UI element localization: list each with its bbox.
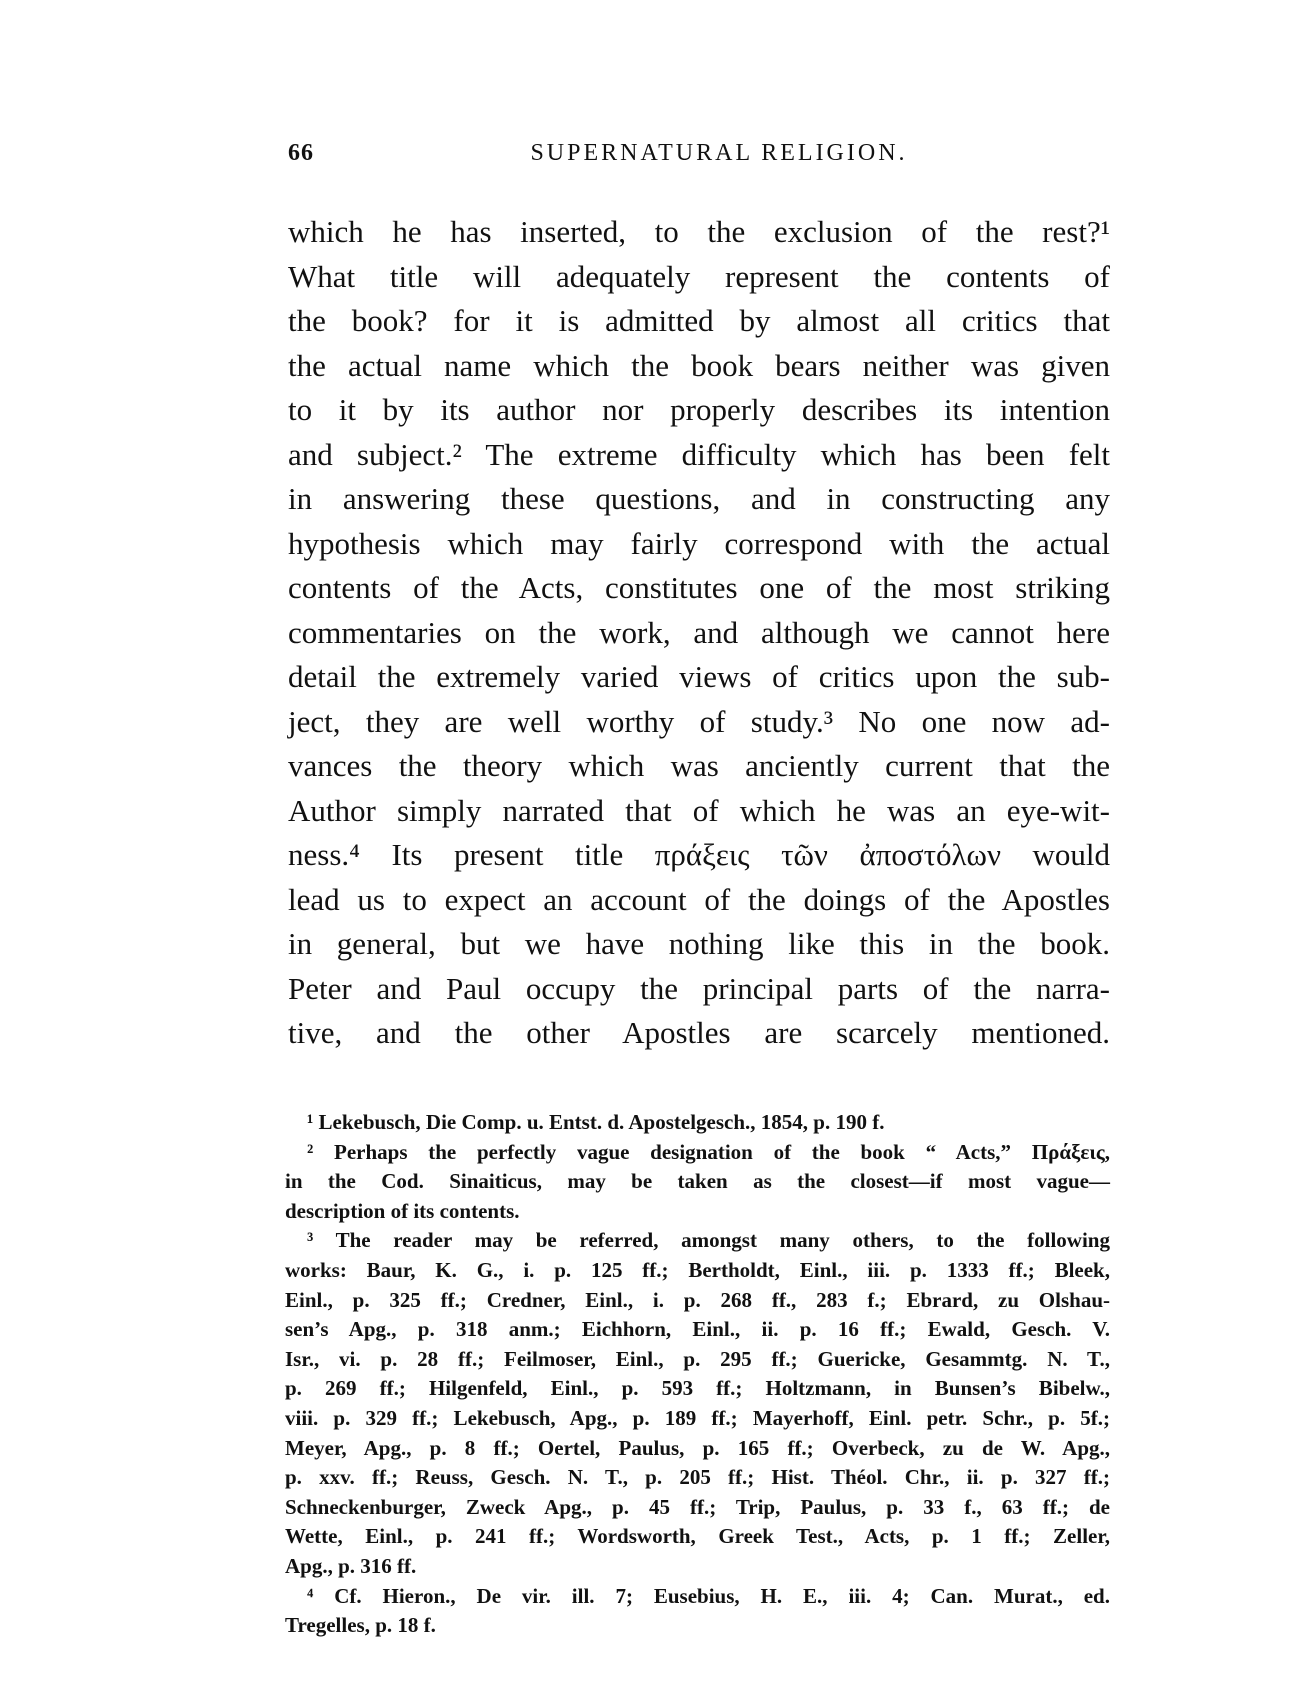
body-line: tive, and the other Apostles are scarcely mentioned. xyxy=(288,1015,1110,1050)
body-line: commentaries on the work, and although we cannot here xyxy=(288,614,1110,650)
footnote-4-line: Tregelles, p. 18 f. xyxy=(285,1613,436,1638)
footnotes xyxy=(285,1108,1110,1641)
page-number: 66 xyxy=(288,140,314,166)
running-title: SUPERNATURAL RELIGION. xyxy=(530,140,908,166)
footnote-3-line: works: Baur, K. G., i. p. 125 ff.; Bertholdt, Einl., iii. p. 1333 ff.; Bleek, xyxy=(285,1257,1110,1282)
body-line: lead us to expect an account of the doings of the Apostles xyxy=(288,881,1110,917)
footnote-3-line: Schneckenburger, Zweck Apg., p. 45 ff.; Trip, Paulus, p. 33 f., 63 ff.; de xyxy=(285,1494,1110,1519)
footnote-3-line: p. 269 ff.; Hilgenfeld, Einl., p. 593 ff.; Holtzmann, in Bunsen’s Bibelw., xyxy=(285,1376,1110,1401)
footnote-2-line: description of its contents. xyxy=(285,1198,520,1223)
footnote-1: ¹ Lekebusch, Die Comp. u. Entst. d. Apostelgesch., 1854, p. 190 f. xyxy=(307,1110,885,1134)
body-line: What title will adequately represent the contents of xyxy=(288,258,1110,294)
footnote-3-line: Wette, Einl., p. 241 ff.; Wordsworth, Greek Test., Acts, p. 1 ff.; Zeller, xyxy=(285,1524,1110,1549)
body-line: which he has inserted, to the exclusion of the rest?¹ xyxy=(288,214,1110,249)
body-line: contents of the Acts, constitutes one of the most striking xyxy=(288,570,1110,605)
footnote-3-line: p. xxv. ff.; Reuss, Gesch. N. T., p. 205 ff.; Hist. Théol. Chr., ii. p. 327 ff.; xyxy=(285,1465,1110,1490)
body-line: Peter and Paul occupy the principal parts of the narra- xyxy=(288,970,1110,1006)
body-line: and subject.² The extreme difficulty which has been felt xyxy=(288,436,1110,472)
body-line: hypothesis which may fairly correspond with the actual xyxy=(288,525,1110,561)
page-header xyxy=(288,140,1110,180)
footnote-3-line: Einl., p. 325 ff.; Credner, Einl., i. p. 268 ff., 283 f.; Ebrard, zu Olshau- xyxy=(285,1287,1110,1312)
body-line: to it by its author nor properly describes its intention xyxy=(288,392,1110,427)
footnote-3-line: ³ The reader may be referred, amongst many others, to the following xyxy=(307,1228,1110,1253)
footnote-3-line: viii. p. 329 ff.; Lekebusch, Apg., p. 189 ff.; Mayerhoff, Einl. petr. Schr., p. 5f.; xyxy=(285,1405,1110,1430)
body-line: ness.⁴ Its present title πράξεις τῶν ἀποστόλων would xyxy=(288,837,1110,872)
footnote-3-line: sen’s Apg., p. 318 anm.; Eichhorn, Einl., ii. p. 16 ff.; Ewald, Gesch. V. xyxy=(285,1317,1110,1342)
body-line: the actual name which the book bears neither was given xyxy=(288,347,1110,383)
body-line: ject, they are well worthy of study.³ No one now ad- xyxy=(288,703,1110,739)
body-line: in answering these questions, and in constructing any xyxy=(288,481,1110,516)
body-line: Author simply narrated that of which he was an eye-wit- xyxy=(288,792,1110,828)
body-line: in general, but we have nothing like this in the book. xyxy=(288,926,1110,961)
footnote-2-line: ² Perhaps the perfectly vague designation of the book “ Acts,” Πράξεις, xyxy=(307,1139,1110,1164)
body-line: the book? for it is admitted by almost all critics that xyxy=(288,303,1110,338)
footnote-3-line: Meyer, Apg., p. 8 ff.; Oertel, Paulus, p. 165 ff.; Overbeck, zu de W. Apg., xyxy=(285,1435,1110,1460)
body-line: detail the extremely varied views of critics upon the sub- xyxy=(288,659,1110,694)
footnote-3-line: Isr., vi. p. 28 ff.; Feilmoser, Einl., p. 295 ff.; Guericke, Gesammtg. N. T., xyxy=(285,1346,1110,1371)
body-text xyxy=(288,210,1110,1056)
footnote-3-line: Apg., p. 316 ff. xyxy=(285,1553,417,1578)
footnote-4-line: ⁴ Cf. Hieron., De vir. ill. 7; Eusebius, H. E., iii. 4; Can. Murat., ed. xyxy=(307,1583,1110,1608)
body-line: vances the theory which was anciently current that the xyxy=(288,748,1110,783)
footnote-2-line: in the Cod. Sinaiticus, may be taken as the closest—if most vague— xyxy=(285,1169,1110,1194)
